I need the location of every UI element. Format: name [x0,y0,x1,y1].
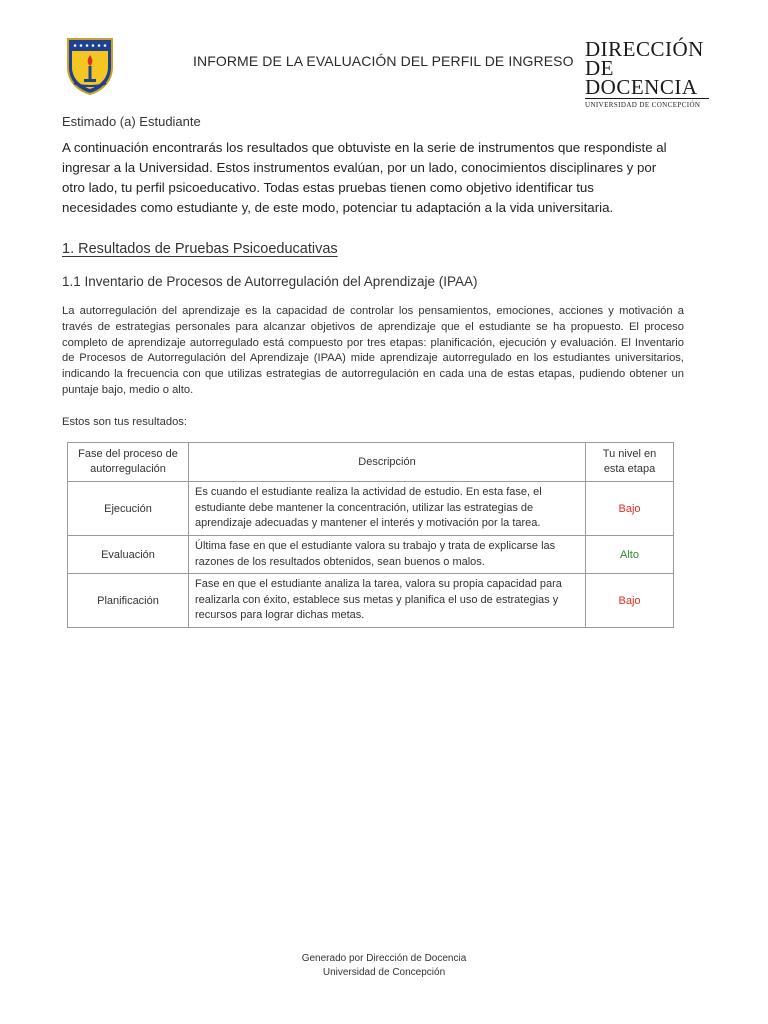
page-footer [0,952,768,980]
intro-paragraph: A continuación encontrarás los resultados que obtuviste en la serie de instrumentos que respondiste al ingresar a la Universidad. Estos instrumentos evalúan, por un lado, conocimientos disciplinares y por otro lado, tu perfil psicoeducativo. Todas estas pruebas tienen como objetivo identificar tus necesidades como estudiante y, de este modo, potenciar tu adaptación a la vida universitaria. [62,140,667,215]
logo-line-3: UNIVERSIDAD DE CONCEPCIÓN [585,101,701,109]
row-fase: Evaluación [68,536,189,574]
row-fase: Planificación [68,574,189,628]
row-fase: Ejecución [68,482,189,536]
subsection-heading: 1.1 Inventario de Procesos de Autorregulación del Aprendizaje (IPAA) [62,274,478,289]
table-row [68,574,674,628]
direccion-docencia-logo [585,37,713,109]
results-lead: Estos son tus resultados: [62,416,187,428]
row-nivel: Alto [586,536,674,574]
footer-line-2: Universidad de Concepción [322,967,446,978]
row-nivel: Bajo [586,574,674,628]
table-header-row [68,443,674,482]
ipaa-description: La autorregulación del aprendizaje es la capacidad de controlar los pensamientos, emociones, acciones y motivación a través de estrategias personales para alcanzar objetivos de aprendizaje que el estudiante se ha propuesto. El proceso completo de aprendizaje autorregulado está compuesto por tres etapas: planificación, ejecución y evaluación. El Inventario de Procesos de Autorregulación del Aprendizaje (IPAA) mide aprendizaje autorregulado en los estudiantes universitarios, indicando la frecuencia con que utilizas estrategias de autorregulación en cada una de estas etapas, pudiendo obtener un puntaje bajo, medio o alto. [62,305,684,396]
header-nivel: Tu nivel en esta etapa [586,443,674,482]
row-descripcion: Última fase en que el estudiante valora su trabajo y trata de explicarse las razones de los resultados obtenidos, sean buenos o malos. [189,536,586,574]
table-row [68,536,674,574]
logo-line-1: DIRECCIÓN [585,37,704,61]
logo-line-2: DE DOCENCIA [585,59,709,99]
row-descripcion: Fase en que el estudiante analiza la tarea, valora su propia capacidad para realizarla con éxito, establece sus metas y planifica el uso de estrategias y recursos para lograr dichas metas. [189,574,586,628]
document-title: INFORME DE LA EVALUACIÓN DEL PERFIL DE INGRESO [193,53,574,69]
header-descripcion: Descripción [189,443,586,482]
university-crest-icon [66,37,114,95]
section-heading: 1. Resultados de Pruebas Psicoeducativas [62,241,338,257]
footer-line-1: Generado por Dirección de Docencia [301,953,467,964]
greeting: Estimado (a) Estudiante [62,114,201,129]
row-descripcion: Es cuando el estudiante realiza la actividad de estudio. En esta fase, el estudiante debe mantener la concentración, utilizar las estrategias de aprendizaje adecuadas y mantener el interés y motivación por la tarea. [189,482,586,536]
table-row [68,482,674,536]
row-nivel: Bajo [586,482,674,536]
page-header [0,0,768,109]
results-table [67,442,674,628]
header-fase: Fase del proceso de autorregulación [68,443,189,482]
